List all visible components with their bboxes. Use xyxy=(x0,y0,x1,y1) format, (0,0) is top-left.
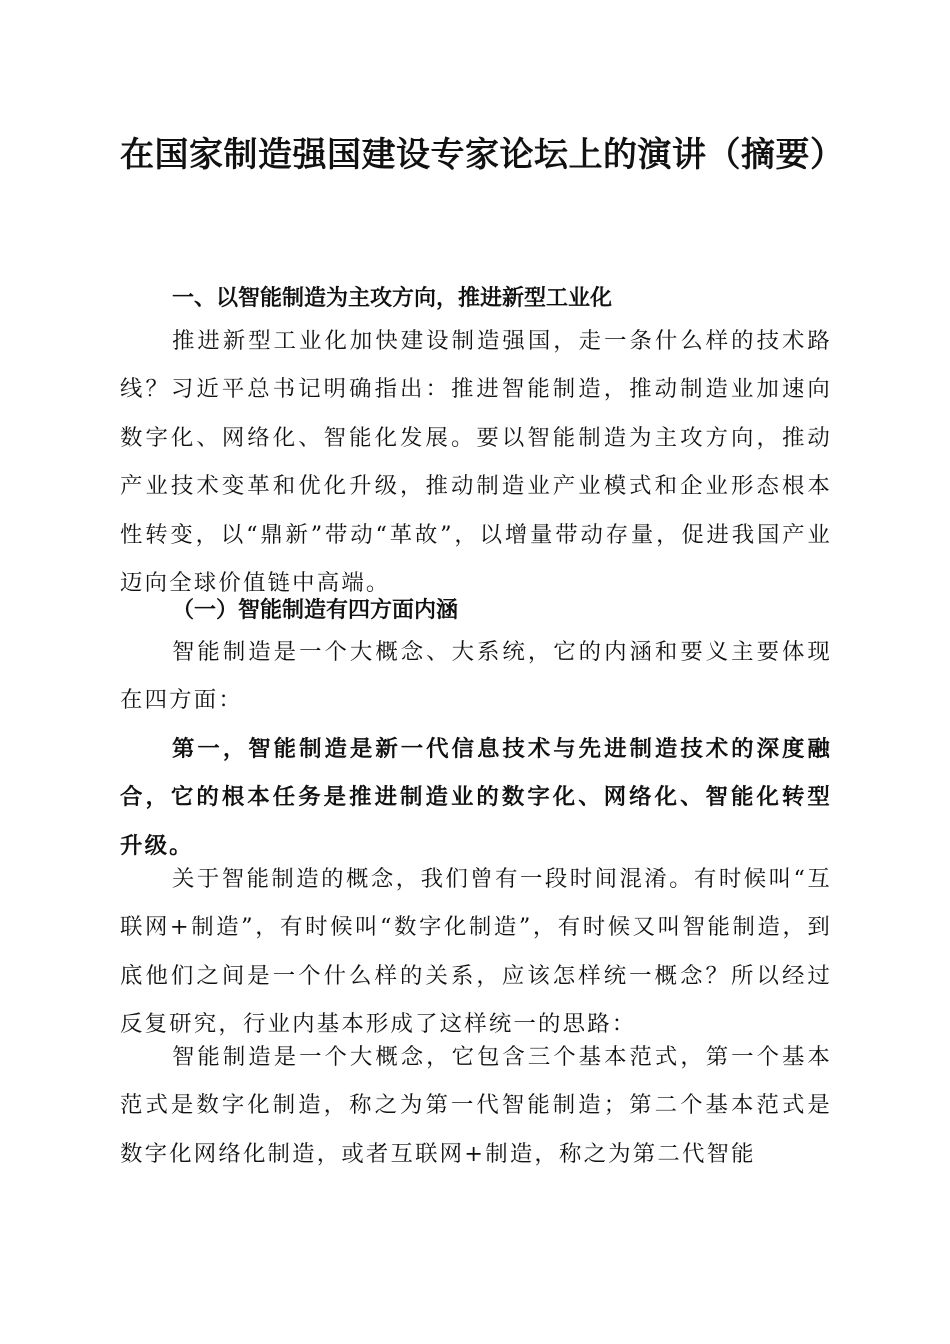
paragraph-intro: 推进新型工业化加快建设制造强国，走一条什么样的技术路线？习近平总书记明确指出：推进智能制造，推动制造业加速向数字化、网络化、智能化发展。要以智能制造为主攻方向，推动产业技术变革和优化升级，推动制造业产业模式和企业形态根本性转变，以“鼎新”带动“革故”，以增量带动存量，促进我国产业迈向全球价值链中高端。 xyxy=(120,328,832,597)
paragraph-overview: 智能制造是一个大概念、大系统，它的内涵和要义主要体现在四方面： xyxy=(120,639,832,714)
paragraph-paradigms: 智能制造是一个大概念，它包含三个基本范式，第一个基本范式是数字化制造，称之为第一代智能制造；第二个基本范式是数字化网络化制造，或者互联网+制造，称之为第二代智能 xyxy=(120,1044,832,1167)
section-heading: 一、以智能制造为主攻方向，推进新型工业化 xyxy=(172,286,613,311)
subsection-heading: （一）智能制造有四方面内涵 xyxy=(172,597,459,623)
paragraph-concept: 关于智能制造的概念，我们曾有一段时间混淆。有时候叫“互联网+制造”，有时候叫“数字化制造”，有时候又叫智能制造，到底他们之间是一个什么样的关系，应该怎样统一概念？所以经过反复研究，行业内基本形成了这样统一的思路： xyxy=(120,866,832,1038)
document-title: 在国家制造强国建设专家论坛上的演讲（摘要） xyxy=(120,135,845,175)
paragraph-point-one: 第一，智能制造是新一代信息技术与先进制造技术的深度融合，它的根本任务是推进制造业的数字化、网络化、智能化转型升级。 xyxy=(120,736,832,859)
